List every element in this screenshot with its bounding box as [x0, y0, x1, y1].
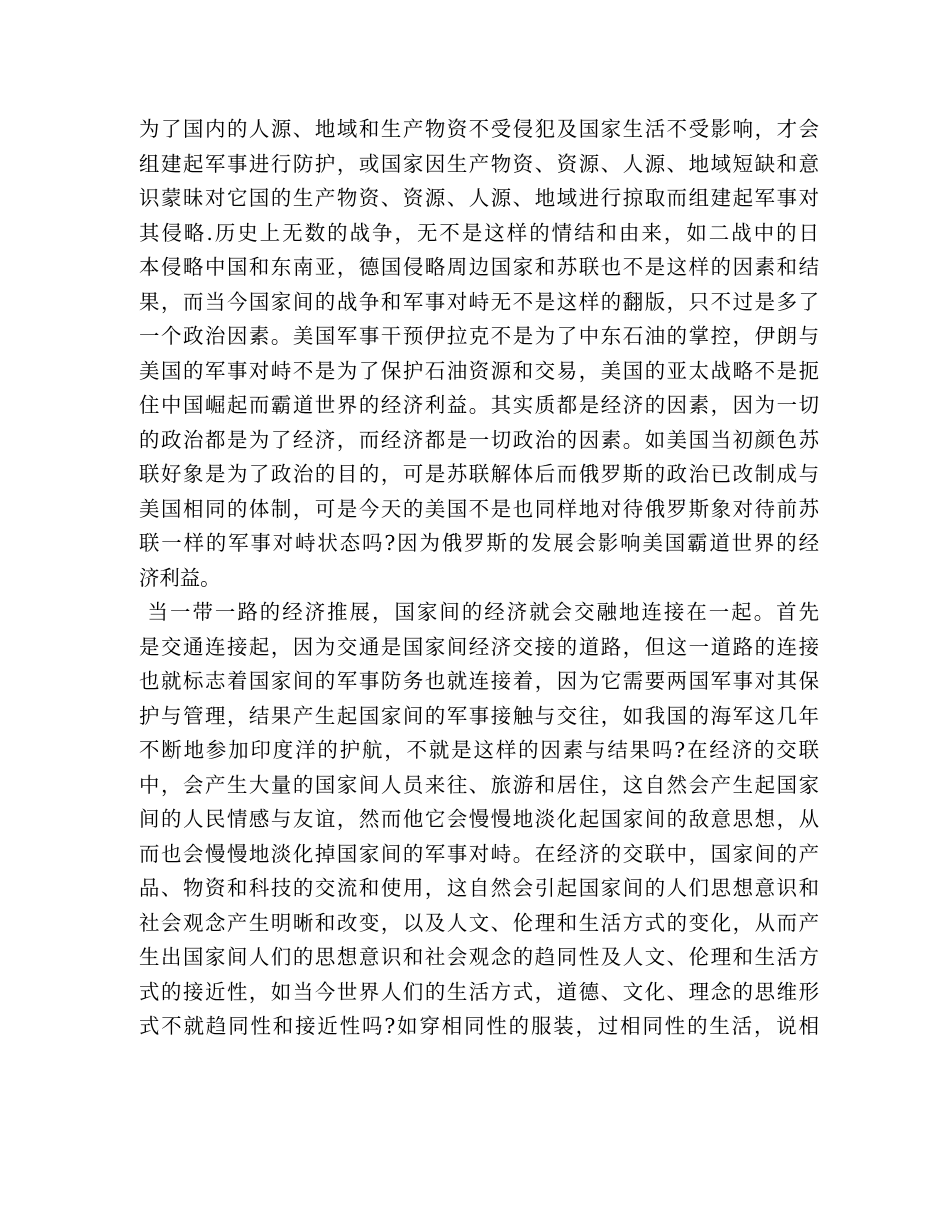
text-line: 联好象是为了政治的目的，可是苏联解体后而俄罗斯的政治已改制成与: [139, 462, 819, 486]
text-line: 本侵略中国和东南亚，德国侵略周边国家和苏联也不是这样的因素和结: [139, 255, 819, 279]
text-line: 品、物资和科技的交流和使用，这自然会引起国家间的人们思想意识和: [139, 876, 819, 900]
text-line: 护与管理，结果产生起国家间的军事接触与交往，如我国的海军这几年: [139, 703, 819, 728]
text-line: 生出国家间人们的思想意识和社会观念的趋同性及人文、伦理和生活方: [139, 945, 819, 969]
text-line: 的政治都是为了经济，而经济都是一切政治的因素。如美国当初颜色苏: [139, 427, 819, 452]
text-line: 式的接近性，如当今世界人们的生活方式，道德、文化、理念的思维形: [139, 979, 819, 1004]
text-line: 为了国内的人源、地域和生产物资不受侵犯及国家生活不受影响，才会: [139, 117, 819, 141]
text-line: 其侵略.历史上无数的战争，无不是这样的情结和由来，如二战中的日: [139, 220, 819, 245]
text-line: 住中国崛起而霸道世界的经济利益。其实质都是经济的因素，因为一切: [139, 393, 819, 417]
text-line: 联一样的军事对峙状态吗?因为俄罗斯的发展会影响美国霸道世界的经: [139, 531, 819, 555]
text-line: 间的人民情感与友谊，然而他它会慢慢地淡化起国家间的敌意思想，从: [139, 807, 819, 831]
text-line: 是交通连接起，因为交通是国家间经济交接的道路，但这一道路的连接: [139, 634, 819, 659]
text-line: 美国的军事对峙不是为了保护石油资源和交易，美国的亚太战略不是扼: [139, 358, 819, 383]
paragraph-1: [139, 112, 819, 595]
text-line: 也就标志着国家间的军事防务也就连接着，因为它需要两国军事对其保: [139, 669, 819, 693]
text-line: 不断地参加印度洋的护航，不就是这样的因素与结果吗?在经济的交联: [139, 738, 819, 762]
body-text: [139, 112, 819, 1044]
text-line: 识蒙昧对它国的生产物资、资源、人源、地域进行掠取而组建起军事对: [139, 186, 819, 210]
text-line: 组建起军事进行防护，或国家因生产物资、资源、人源、地域短缺和意: [139, 151, 819, 176]
text-line: 中，会产生大量的国家间人员来往、旅游和居住，这自然会产生起国家: [139, 772, 819, 797]
text-line: 社会观念产生明晰和改变，以及人文、伦理和生活方式的变化，从而产: [139, 910, 819, 935]
text-line: 果，而当今国家间的战争和军事对峙无不是这样的翻版，只不过是多了: [139, 289, 819, 314]
paragraph-2: [139, 595, 819, 1044]
text-line: 一个政治因素。美国军事干预伊拉克不是为了中东石油的掌控，伊朗与: [139, 324, 819, 348]
text-line: 式不就趋同性和接近性吗?如穿相同性的服装，过相同性的生活，说相: [139, 1014, 819, 1038]
text-line: 美国相同的体制，可是今天的美国不是也同样地对待俄罗斯象对待前苏: [139, 496, 819, 521]
text-line: 当一带一路的经济推展，国家间的经济就会交融地连接在一起。首先: [139, 600, 819, 624]
text-line: 济利益。: [139, 565, 221, 590]
text-line: 而也会慢慢地淡化掉国家间的军事对峙。在经济的交联中，国家间的产: [139, 841, 819, 866]
